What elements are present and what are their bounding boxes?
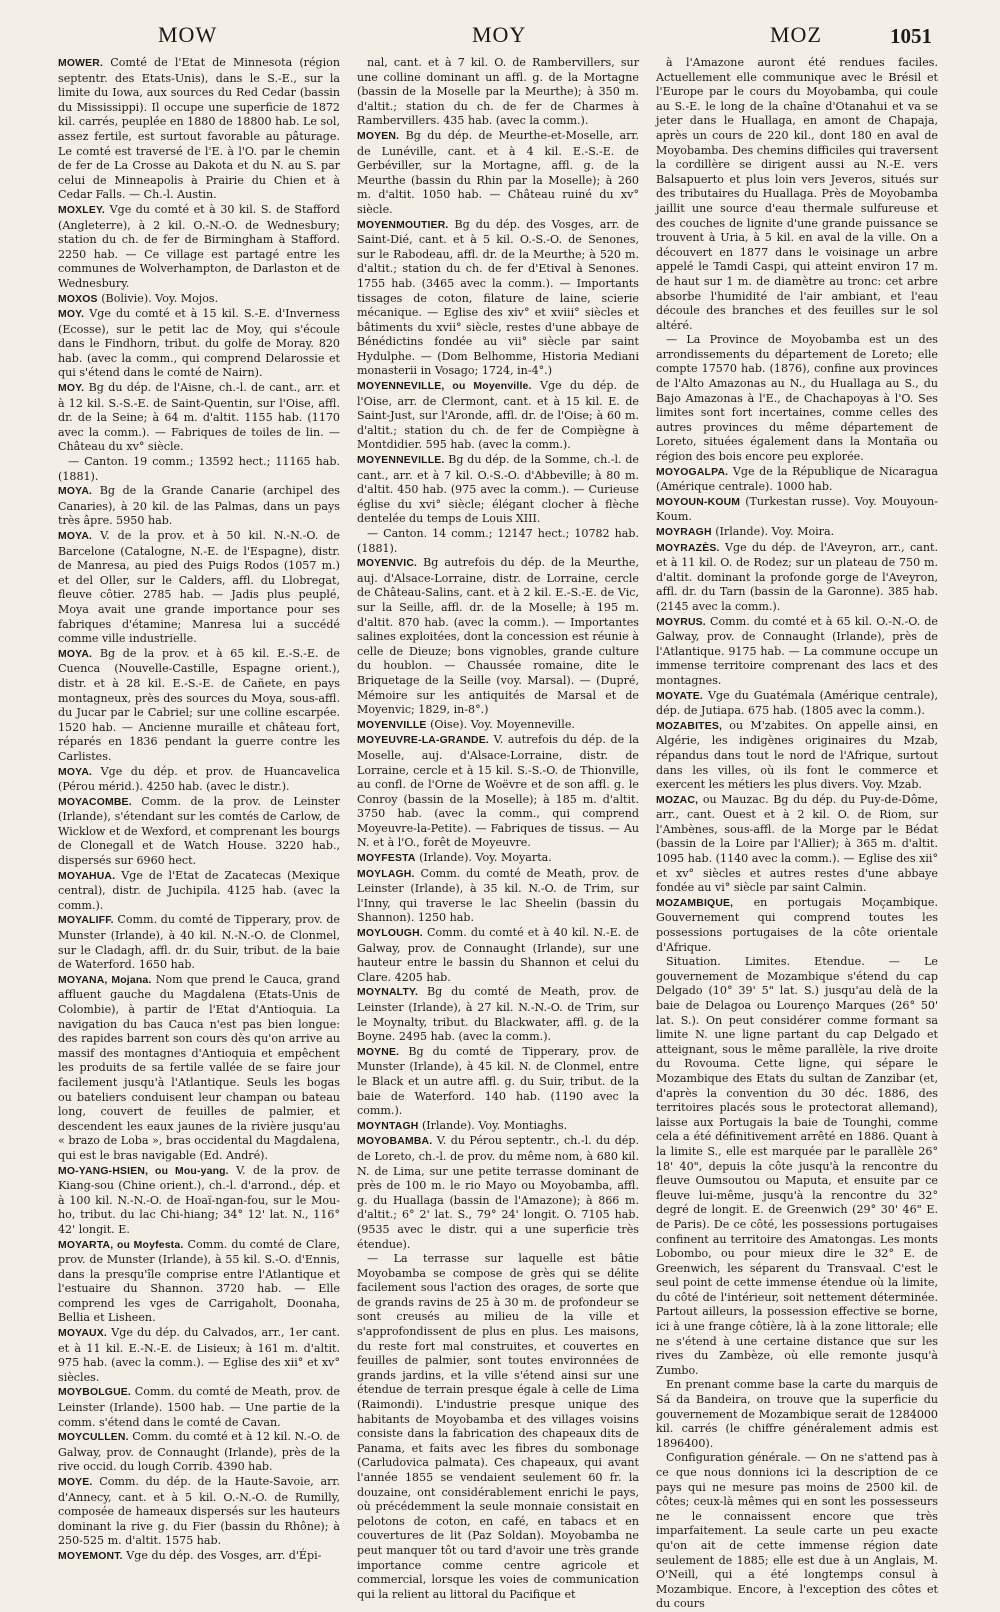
entry-text: V. autrefois du dép. de la Moselle, auj. d'Alsace-Lorraine, distr. de Lorraine, cercle et à 15 kil. S.-S.-O. de Thionville, au confl. de l'Orne de Woëvre et de son affl. g. le Conroy (bassin de la Moselle); à 185 m. d'altit. 3750 hab. (avec la comm., qui comprend Moyeuvre-la-Petite). — Fabriques de tissus. — Au N. et à l'O., forêt de Moyeuvre. xyxy=(357,733,639,850)
dictionary-entry xyxy=(58,203,340,292)
entry-text: Bg autrefois du dép. de la Meurthe, auj. d'Alsace-Lorraine, distr. de Lorraine, cercle de Château-Salins, cant. et à 2 kil. E.-S.-E. de Vic, sur la Seille, affl. dr. de la Moselle; à 195 m. d'altit. 870 hab. (avec la comm.). — Importantes salines exploitées, dont la concession est réunie à celle de Dieuze; bons vignobles, grande culture du houblon. — Chaussée romaine, dite le Briquetage de la Seille (voy. Marsal). — (Dupré, Mémoire sur les antiquités de Marsal et de Moyenvic; 1829, in-8°.) xyxy=(357,556,639,717)
entry-text: — La Province de Moyobamba est un des arrondissements du département de Loreto; elle compte 17570 hab. (1876), confine aux provinces de l'Alto Amazonas au N., du Huallaga au S., du Bajo Amazonas à l'E., de Chachapoyas à l'O. Ses limites sont fort incertaines, comme celles des autres provinces du même département de Loreto, situées également dans la Montaña ou région des bois encore peu explorée. xyxy=(656,333,938,464)
entry-text: Comm. du comté et à 12 kil. N.-O. de Galway, prov. de Connaught (Irlande), près de la rive occid. du lough Corrib. 4390 hab. xyxy=(58,1430,340,1474)
entry-text: (Bolivie). Voy. Mojos. xyxy=(101,291,219,305)
entry-headword: MOYRAGH xyxy=(656,527,712,538)
entry-headword: MOZAMBIQUE, xyxy=(656,897,734,909)
entry-headword: MOYFESTA xyxy=(357,853,416,865)
dictionary-entry xyxy=(357,56,639,129)
entry-text: (Irlande). Voy. Montiaghs. xyxy=(421,1118,568,1132)
entry-headword: MOYNALTY. xyxy=(357,987,419,999)
entry-headword: MOY. xyxy=(58,383,85,395)
running-head-left: MOW xyxy=(158,22,218,47)
entry-text: en portugais Moçambique. Gouvernement qui comprend toutes les possessions portugaises de la côte orientale d'Afrique. xyxy=(656,895,938,954)
dictionary-entry xyxy=(58,292,340,308)
dictionary-entry xyxy=(58,381,340,455)
entry-headword: MOYLAGH. xyxy=(357,868,415,880)
dictionary-entry xyxy=(656,896,938,955)
entry-headword: MOYANA, Mojana. xyxy=(58,974,152,986)
entry-headword: MOYAUX. xyxy=(58,1328,107,1340)
dictionary-entry xyxy=(656,56,938,333)
dictionary-entry xyxy=(656,615,938,689)
entry-text: Nom que prend le Cauca, grand affluent gauche du Magdalena (Etats-Unis de Colombie), à partir de l'Etat d'Antioquia. La navigation du bas Cauca n'est pas bien longue: des rapides barrent son cours dès qu'on arrive au massif des montagnes d'Antioquia et empêchent les produits de sa fertile vallée de se faire jour facilement jusqu'à l'Atlantique. Seuls les bogas ou bateliers conduisent leur champan ou bateau long, couvert de feuilles de palmier, et descendent les eaux jaunes de la rivière jusqu'au « brazo de Loba », bras occidental du Magdalena, qui est le bras navigable (Ed. André). xyxy=(58,972,341,1162)
dictionary-entry xyxy=(357,718,639,734)
dictionary-entry xyxy=(58,647,340,765)
entry-headword: MOYENVILLE xyxy=(357,719,427,731)
dictionary-entry xyxy=(357,867,639,926)
entry-headword: MOYEN. xyxy=(357,130,400,142)
entry-headword: MOZAC, xyxy=(656,794,699,806)
entry-text: nal, cant. et à 7 kil. O. de Rambervillers, sur une colline dominant un affl. g. de la Mortagne (bassin de la Moselle par la Meurthe); à 350 m. d'altit.; station du ch. de fer de Charmes à Rambervillers. 435 hab. (avec la comm.). xyxy=(357,56,639,128)
dictionary-entry xyxy=(656,541,938,615)
entry-headword: MOYA. xyxy=(58,486,93,498)
dictionary-entry xyxy=(58,1164,340,1238)
entry-text: Comm. du comté de Clare, prov. de Munster (Irlande), à 55 kil. S.-O. d'Ennis, dans la presqu'île comprise entre l'Atlantique et l'estuaire du Shannon. 3720 hab. — Elle comprend les vges de Carrigaholt, Doonaha, Bellia et Lisheen. xyxy=(58,1237,341,1325)
entry-headword: MOYA. xyxy=(58,766,93,778)
entry-text: — La terrasse sur laquelle est bâtie Moyobamba se compose de grès qui se délite facilement sous l'action des orages, de sorte que de grands ravins de 25 à 30 m. de profondeur se sont creusés au milieu de la ville et s'approfondissent de plus en plus. Les maisons, du reste fort mal construites, et couvertes en feuilles de palmier, sont toutes environnées de grands jardins, et la ville s'étend ainsi sur une étendue de terrain presque égale à celle de Lima (Raimondi). L'industrie presque unique des habitants de Moyobamba et des villages voisins consiste dans la fabrication des chapeaux dits de Panama, et faits avec les fibres du sombonage (Carludovica palmata). Ces chapeaux, qui avant l'année 1855 se vendaient seulement 60 fr. la douzaine, ont considérablement enrichi le pays, où précédemment la seule monnaie consistait en pelotons de coton, en café, en tabacs et en couvertures de lit (Paz Soldan). Moyobamba ne peut manquer tôt ou tard d'avoir une très grande importance comme centre agricole et commercial, lorsque les voies de communication qui la relient au littoral du Pacifique et xyxy=(357,1252,639,1601)
entry-text: V. du Pérou septentr., ch.-l. du dép. de Loreto, ch.-l. de prov. du même nom, à 680 kil. N. de Lima, sur une petite terrasse dominant de près de 100 m. le rio Mayo ou Moyobamba, affl. g. du Huallaga (bassin de l'Amazone); à 866 m. d'altit.; 6° 2' lat. S., 79° 24' longit. O. 7105 hab. (9535 avec le distr. qui a une superficie très étendue). xyxy=(357,1134,639,1251)
entry-headword: MOYRUS. xyxy=(656,616,706,628)
entry-text: Bg du comté de Meath, prov. de Leinster (Irlande), à 27 kil. N.-N.-O. de Trim, sur le Moynalty, tribut. du Blackwater, affl. g. de la Boyne. 2495 hab. (avec la comm.). xyxy=(357,985,639,1044)
dictionary-entry xyxy=(656,1378,938,1451)
entry-text: à l'Amazone auront été rendues faciles. Actuellement elle communique avec le Brésil et l'Europe par le cours du Moyobamba, qui coule au S.-E. le long de la chaîne d'Otanahui et va se jeter dans le Huallaga, en amont de Chapaja, après un cours de 220 kil., dont 180 en aval de Moyobamba. Des chemins difficiles qui traversent la cordillère se dirigent aussi au N.-E. vers Balsapuerto et plus loin vers Jeveros, situés sur des tributaires du Huallaga. Près de Moyobamba jaillit une source d'eau thermale sulfureuse et des couches de lignite d'une grande puissance se trouvent à Uria, à 5 kil. en aval de la ville. On a découvert en 1877 dans le voisinage un arbre appelé le Tamdi Caspi, qui atteint environ 17 m. de haut sur 1 m. de diamètre au tronc: cet arbre absorbe l'humidité de l'air ambiant, et l'eau découle des branches et des feuilles sur le sol altéré. xyxy=(656,56,938,332)
dictionary-entry xyxy=(357,1134,639,1252)
dictionary-entry xyxy=(656,525,938,541)
entry-text: — Canton. 19 comm.; 13592 hect.; 11165 hab. (1881). xyxy=(58,455,340,483)
dictionary-entry xyxy=(58,1385,340,1430)
dictionary-entry xyxy=(58,765,340,795)
entry-text: Bg du dép. de la Somme, ch.-l. de cant., arr. et à 7 kil. O.-S.-O. d'Abbeville; à 80 m. d'altit. 450 hab. (975 avec la comm.). — Curieuse église du xvi° siècle; élégant clocher à flèche dentelée du temps de Louis XIII. xyxy=(357,453,639,526)
entry-headword: MOYENMOUTIER. xyxy=(357,219,449,231)
entry-text: Comm. de la prov. de Leinster (Irlande), s'étendant sur les comtés de Carlow, de Wicklow et de Wexford, et comprenant les bourgs de Clonegall et de Watch House. 3220 hab., dispersés sur 6960 hect. xyxy=(58,794,340,868)
entry-text: Bg du dép. des Vosges, arr. de Saint-Dié, cant. et à 5 kil. O.-S.-O. de Senones, sur le Rabodeau, affl. dr. de la Meurthe; à 520 m. d'altit.; station du ch. de fer d'Etival à Senones. 1755 hab. (3465 avec la comm.). — Importants tissages de coton, filature de laine, scierie mécanique. — Eglise des xiv° et xviii° siècles et bâtiments du xvii° siècle, restes d'une abbaye de Bénédictins fondée au vii° siècle par saint Hydulphe. — (Dom Belhomme, Historia Mediani monasterii in Vosago; 1724, in-4°.) xyxy=(357,217,639,378)
entry-text: Vge du dép. de l'Aveyron, arr., cant. et à 11 kil. O. de Rodez; sur un plateau de 750 m. d'altit. dominant la profonde gorge de l'Aveyron, affl. dr. du Tarn (bassin de la Garonne). 385 hab. (2145 avec la comm.). xyxy=(656,540,938,613)
entry-headword: MOYBOLGUE. xyxy=(58,1387,132,1399)
entry-text: Comté de l'Etat de Minnesota (région septentr. des Etats-Unis), dans le S.-E., sur la limite du Iowa, aux sources du Red Cedar (bassin du Mississippi). Il occupe une superficie de 1872 kil. carrés, peuplée en 1880 de 18800 hab. Le sol, assez fertile, est surtout favorable au pâturage. Le comté est traversé de l'E. à l'O. par le chemin de fer de La Crosse au Dakota et du N. au S. par celui de Minneapolis à Prairie du Chien et à Cedar Falls. — Ch.-l. Austin. xyxy=(58,56,341,202)
text-columns xyxy=(58,56,938,1611)
entry-headword: MOY. xyxy=(58,309,85,321)
column-left xyxy=(58,56,341,1562)
dictionary-entry xyxy=(357,926,639,985)
entry-headword: MOYA. xyxy=(58,648,93,660)
entry-text: Bg de la prov. et à 65 kil. E.-S.-E. de Cuenca (Nouvelle-Castille, Espagne orient.), distr. et à 28 kil. E.-S.-E. de Cañete, en pays montagneux, près des sources du Moya, sous-affl. du Jucar par le Cabriel; sur une colline escarpée. 1520 hab. — Ancienne muraille et château fort, réparés en 1836 pendant la guerre contre les Carlistes. xyxy=(58,646,340,763)
entry-text: Bg du dép. de l'Aisne, ch.-l. de cant., arr. et à 12 kil. S.-S.-E. de Saint-Quentin, sur l'Oise, affl. dr. de la Seine; à 64 m. d'altit. 1155 hab. (1170 avec la comm.). — Fabriques de toiles de lin. — Château du xv° siècle. xyxy=(58,381,340,454)
dictionary-entry xyxy=(58,1326,340,1385)
entry-headword: MOWER. xyxy=(58,58,104,69)
dictionary-entry xyxy=(357,218,639,380)
entry-headword: MOYARTA, ou Moyfesta. xyxy=(58,1239,184,1251)
entry-text: Vge de la République de Nicaragua (Amérique centrale). 1000 hab. xyxy=(656,464,938,494)
dictionary-entry xyxy=(357,1045,639,1119)
running-head-center: MOY xyxy=(472,22,527,47)
entry-headword: MOYOBAMBA. xyxy=(357,1136,433,1148)
running-head-right: MOZ xyxy=(770,22,822,47)
entry-text: Vge du dép. et prov. de Huancavelica (Pérou mérid.). 4250 hab. (avec le distr.). xyxy=(58,764,340,794)
dictionary-entry xyxy=(58,529,340,647)
entry-text: Bg du dép. de Meurthe-et-Moselle, arr. de Lunéville, cant. et à 4 kil. E.-S.-E. de Gerbéviller, sur la Mortagne, affl. g. de la Meurthe (bassin du Rhin par la Moselle); à 260 m. d'altit. 1050 hab. — Château ruiné du xv° siècle. xyxy=(357,128,640,216)
entry-text: Comm. du comté de Meath, prov. de Leinster (Irlande). 1500 hab. — Une partie de la comm. s'étend dans le comté de Cavan. xyxy=(58,1385,340,1429)
dictionary-entry xyxy=(357,851,639,867)
entry-headword: MOYCULLEN. xyxy=(58,1432,129,1444)
entry-headword: MOYEMONT. xyxy=(58,1550,123,1562)
dictionary-entry xyxy=(357,733,639,851)
entry-text: ou Mauzac. Bg du dép. du Puy-de-Dôme, arr., cant. Ouest et à 2 kil. O. de Riom, sur l'Ambènes, sous-affl. de la Morge par le Bédat (bassin de la Loire par l'Allier); à 365 m. d'altit. 1095 hab. (1140 avec la comm.). — Eglise des xii° et xv° siècles et autres restes d'une abbaye fondée au vi° siècle par saint Calmin. xyxy=(656,792,938,895)
entry-text: Vge du dép. du Calvados, arr., 1er cant. et à 11 kil. E.-N.-E. de Lisieux; à 161 m. d'altit. 975 hab. (avec la comm.). — Eglise des xii° et xv° siècles. xyxy=(58,1326,340,1384)
entry-text: V. de la prov. de Kiang-sou (Chine orient.), ch.-l. d'arrond., dép. et à 100 kil. N.-N.-O. de Hoaï-ngan-fou, sur le Mou-ho, tribut. du lac Chi-hiang; 34° 12' lat. N., 116° 42' longit. E. xyxy=(58,1163,341,1236)
entry-headword: MOYEUVRE-LA-GRANDE. xyxy=(357,735,489,747)
dictionary-entry xyxy=(656,793,938,896)
entry-text: V. de la prov. et à 50 kil. N.-N.-O. de Barcelone (Catalogne, N.-E. de l'Espagne), distr. de Manresa, au pied des Puigs Rodos (1057 m.) et del Oller, sur le Calders, affl. du Llobregat, fleuve côtier. 2785 hab. — Jadis plus peuplé, Moya avait une grande importance pour ses fabriques d'étamine; Manresa lui a succédé comme ville industrielle. xyxy=(58,529,340,646)
dictionary-entry xyxy=(656,719,938,793)
entry-text: Comm. du comté et à 65 kil. O.-N.-O. de Galway, prov. de Connaught (Irlande), près de l'Atlantique. 9175 hab. — La commune occupe un immense territoire comprenant des lacs et des montagnes. xyxy=(656,614,938,687)
entry-text: Comm. du comté de Meath, prov. de Leinster (Irlande), à 35 kil. N.-O. de Trim, sur l'Inny, qui traverse le lac Sheelin (bassin du Shannon). 1250 hab. xyxy=(357,866,639,925)
column-middle xyxy=(357,56,640,1601)
entry-headword: MOXLEY. xyxy=(58,204,106,216)
dictionary-entry xyxy=(58,869,340,914)
dictionary-entry xyxy=(357,985,639,1044)
entry-text: (Oise). Voy. Moyenneville. xyxy=(430,717,575,731)
dictionary-entry xyxy=(357,556,639,718)
entry-text: Bg de la Grande Canarie (archipel des Canaries), à 20 kil. de las Palmas, dans un pays très âpre. 5950 hab. xyxy=(58,484,340,528)
entry-text: Configuration générale. — On ne s'attend pas à ce que nous donnions ici la description de ce pays qui ne mesure pas moins de 2500 kil. de côtes; ceux-là mêmes qui en sont les possesseurs ne le connaissent encore que très imparfaitement. La seule carte un peu exacte qu'on ait de cette immense région date seulement de 1885; elle est due à un Anglais, M. O'Neill, qui a été longtemps consul à Mozambique. Encore, à l'exception des côtes et du cours xyxy=(656,1451,938,1611)
dictionary-entry xyxy=(656,955,938,1378)
dictionary-entry xyxy=(357,129,639,218)
dictionary-entry xyxy=(58,1430,340,1475)
dictionary-entry xyxy=(58,1549,340,1565)
entry-text: Vge du dép. de l'Oise, arr. de Clermont, cant. et à 15 kil. E. de Saint-Just, sur l'Aronde, affl. dr. de l'Oise; à 60 m. d'altit.; station du ch. de fer de Compiègne à Montdidier. 595 hab. (avec la comm.). xyxy=(357,379,640,452)
entry-headword: MOYNE. xyxy=(357,1046,400,1058)
entry-headword: MOYENVIC. xyxy=(357,558,418,570)
entry-text: (Irlande). Voy. Moyarta. xyxy=(419,851,552,865)
entry-text: (Irlande). Voy. Moira. xyxy=(715,525,835,538)
entry-headword: MOYE. xyxy=(58,1477,93,1488)
page-number: 1051 xyxy=(890,24,932,48)
entry-headword: MOYLOUGH. xyxy=(357,928,423,940)
dictionary-entry xyxy=(357,1252,639,1602)
column-right xyxy=(656,56,938,1611)
entry-text: Vge du comté et à 30 kil. S. de Stafford (Angleterre), à 2 kil. O.-N.-O. de Wednesbury; station du ch. de fer de Birmingham à Stafford. 2250 hab. — Ce village est partagé entre les communes de Wolverhampton, de Darlaston et de Wednesbury. xyxy=(58,202,341,290)
entry-text: Vge du Guatémala (Amérique centrale), dép. de Jutiapa. 675 hab. (1805 avec la comm.). xyxy=(656,688,938,718)
dictionary-entry xyxy=(58,484,340,529)
entry-text: (Turkestan russe). Voy. Mouyoun-Koum. xyxy=(656,494,938,524)
dictionary-entry xyxy=(58,307,340,381)
entry-headword: MOYRAZÈS. xyxy=(656,542,720,554)
entry-headword: MOYALIFF. xyxy=(58,915,114,927)
entry-headword: MOYNTAGH xyxy=(357,1120,419,1132)
entry-text: Vge de l'Etat de Zacatecas (Mexique central), distr. de Juchipila. 4125 hab. (avec la comm.). xyxy=(58,868,340,912)
entry-text: Comm. du dép. de la Haute-Savoie, arr. d'Annecy, cant. et à 5 kil. O.-N.-O. de Rumilly, composée de hameaux dispersés sur les hauteurs dominant la rive g. du Fier (bassin du Rhône); à 250-525 m. d'altit. 1575 hab. xyxy=(58,1475,341,1548)
dictionary-entry xyxy=(357,453,639,527)
dictionary-entry xyxy=(656,333,938,464)
entry-headword: MO-YANG-HSIEN, ou Mou-yang. xyxy=(58,1165,229,1177)
dictionary-entry xyxy=(58,795,340,869)
dictionary-entry xyxy=(357,379,639,453)
entry-text: Bg du comté de Tipperary, prov. de Munster (Irlande), à 45 kil. N. de Clonmel, entre le Black et un autre affl. g. du Suir, tribut. de la baie de Waterford. 140 hab. (1190 avec la comm.). xyxy=(357,1044,639,1118)
entry-headword: MOYENNEVILLE, ou Moyenville. xyxy=(357,381,532,393)
dictionary-entry xyxy=(656,1451,938,1612)
dictionary-entry xyxy=(58,1475,340,1549)
dictionary-entry xyxy=(357,527,639,556)
entry-headword: MOYENNEVILLE. xyxy=(357,455,445,467)
dictionary-entry xyxy=(58,1238,340,1327)
entry-text: En prenant comme base la carte du marquis de Sá da Bandeira, on trouve que la superficie du gouvernement de Mozambique serait de 1284000 kil. carrés (le chiffre généralement admis est 1896400). xyxy=(656,1378,938,1450)
dictionary-entry xyxy=(656,495,938,525)
dictionary-entry xyxy=(58,973,340,1164)
dictionary-entry xyxy=(58,56,340,203)
entry-headword: MOYOGALPA. xyxy=(656,466,729,478)
page-header xyxy=(0,22,1000,52)
entry-headword: MOYATE. xyxy=(656,690,704,702)
dictionary-entry xyxy=(58,455,340,484)
dictionary-entry xyxy=(58,913,340,972)
dictionary-entry xyxy=(656,689,938,719)
entry-text: Comm. du comté et à 40 kil. N.-E. de Galway, prov. de Connaught (Irlande), sur une hauteur entre le bassin du Shannon et celui du Clare. 4205 hab. xyxy=(357,926,639,984)
entry-headword: MOYACOMBE. xyxy=(58,796,132,808)
entry-text: — Canton. 14 comm.; 12147 hect.; 10782 hab. (1881). xyxy=(357,527,639,555)
entry-text: Situation. Limites. Etendue. — Le gouvernement de Mozambique s'étend du cap Delgado (10° 39' 5" lat. S.) jusqu'au delà de la baie de Delagoa ou Lourenço Marques (26° 50' lat. S.). On peut considérer comme formant sa limite N. une ligne partant du cap Delgado et atteignant, sous le même parallèle, la rive droite du Rovouma. Cette ligne, qui sépare le Mozambique des Etats du sultan de Zanzibar (et, d'après la convention du 30 déc. 1886, des territoires placés sous le protectorat allemand), laisse aux Portugais la baie de Tounghi, comme cela a été définitivement arrêté en 1886. Quant à la limite S., elle est marquée par le parallèle 26° 18' 40", depuis la côte jusqu'à la rencontre du fleuve Oumsoutou ou Maputa, et ensuite par ce fleuve lui-même, jusqu'à la rencontre du 32° degré de longit. E. de Greenwich (29° 30' 46" E. de Paris). De ce côté, les possessions portugaises confinent au territoire des Amatongas. Les monts Lobombo, ou pour mieux dire le 32° E. de Greenwich, les séparent du Transvaal. C'est le seul point de cette immense étendue où la limite, du côté de l'intérieur, soit nettement déterminée. Partout ailleurs, la possession effective se borne, ici à une frange côtière, là à la zone littorale; elle ne s'étend à une certaine distance que sur les rives du Zambèze, où elle remonte jusqu'à Zumbo. xyxy=(656,955,938,1377)
entry-text: Vge du dép. des Vosges, arr. d'Épi- xyxy=(126,1548,322,1562)
entry-headword: MOYOUN-KOUM xyxy=(656,496,741,508)
entry-headword: MOXOS xyxy=(58,293,98,305)
dictionary-entry xyxy=(357,1119,639,1135)
entry-text: Vge du comté et à 15 kil. S.-E. d'Inverness (Ecosse), sur le petit lac de Moy, qui s'écoule dans le Findhorn, tribut. du golfe de Moray. 820 hab. (avec la comm., qui comprend Delarossie et qui s'étend dans le comté de Nairn). xyxy=(58,307,341,380)
entry-text: Comm. du comté de Tipperary, prov. de Munster (Irlande), à 40 kil. N.-N.-O. de Clonmel, sur le Cladagh, affl. dr. du Suir, tribut. de la baie de Waterford. 1650 hab. xyxy=(58,913,340,972)
entry-headword: MOYAHUA. xyxy=(58,870,116,882)
entry-headword: MOYA. xyxy=(58,531,93,542)
entry-headword: MOZABITES, xyxy=(656,720,723,732)
entry-text: ou M'zabites. On appelle ainsi, en Algérie, les indigènes originaires du Mzab, répandus dans tout le nord de l'Afrique, surtout dans les villes, où ils font le commerce et exercent les métiers les plus divers. Voy. Mzab. xyxy=(656,718,938,792)
dictionary-entry xyxy=(656,465,938,495)
